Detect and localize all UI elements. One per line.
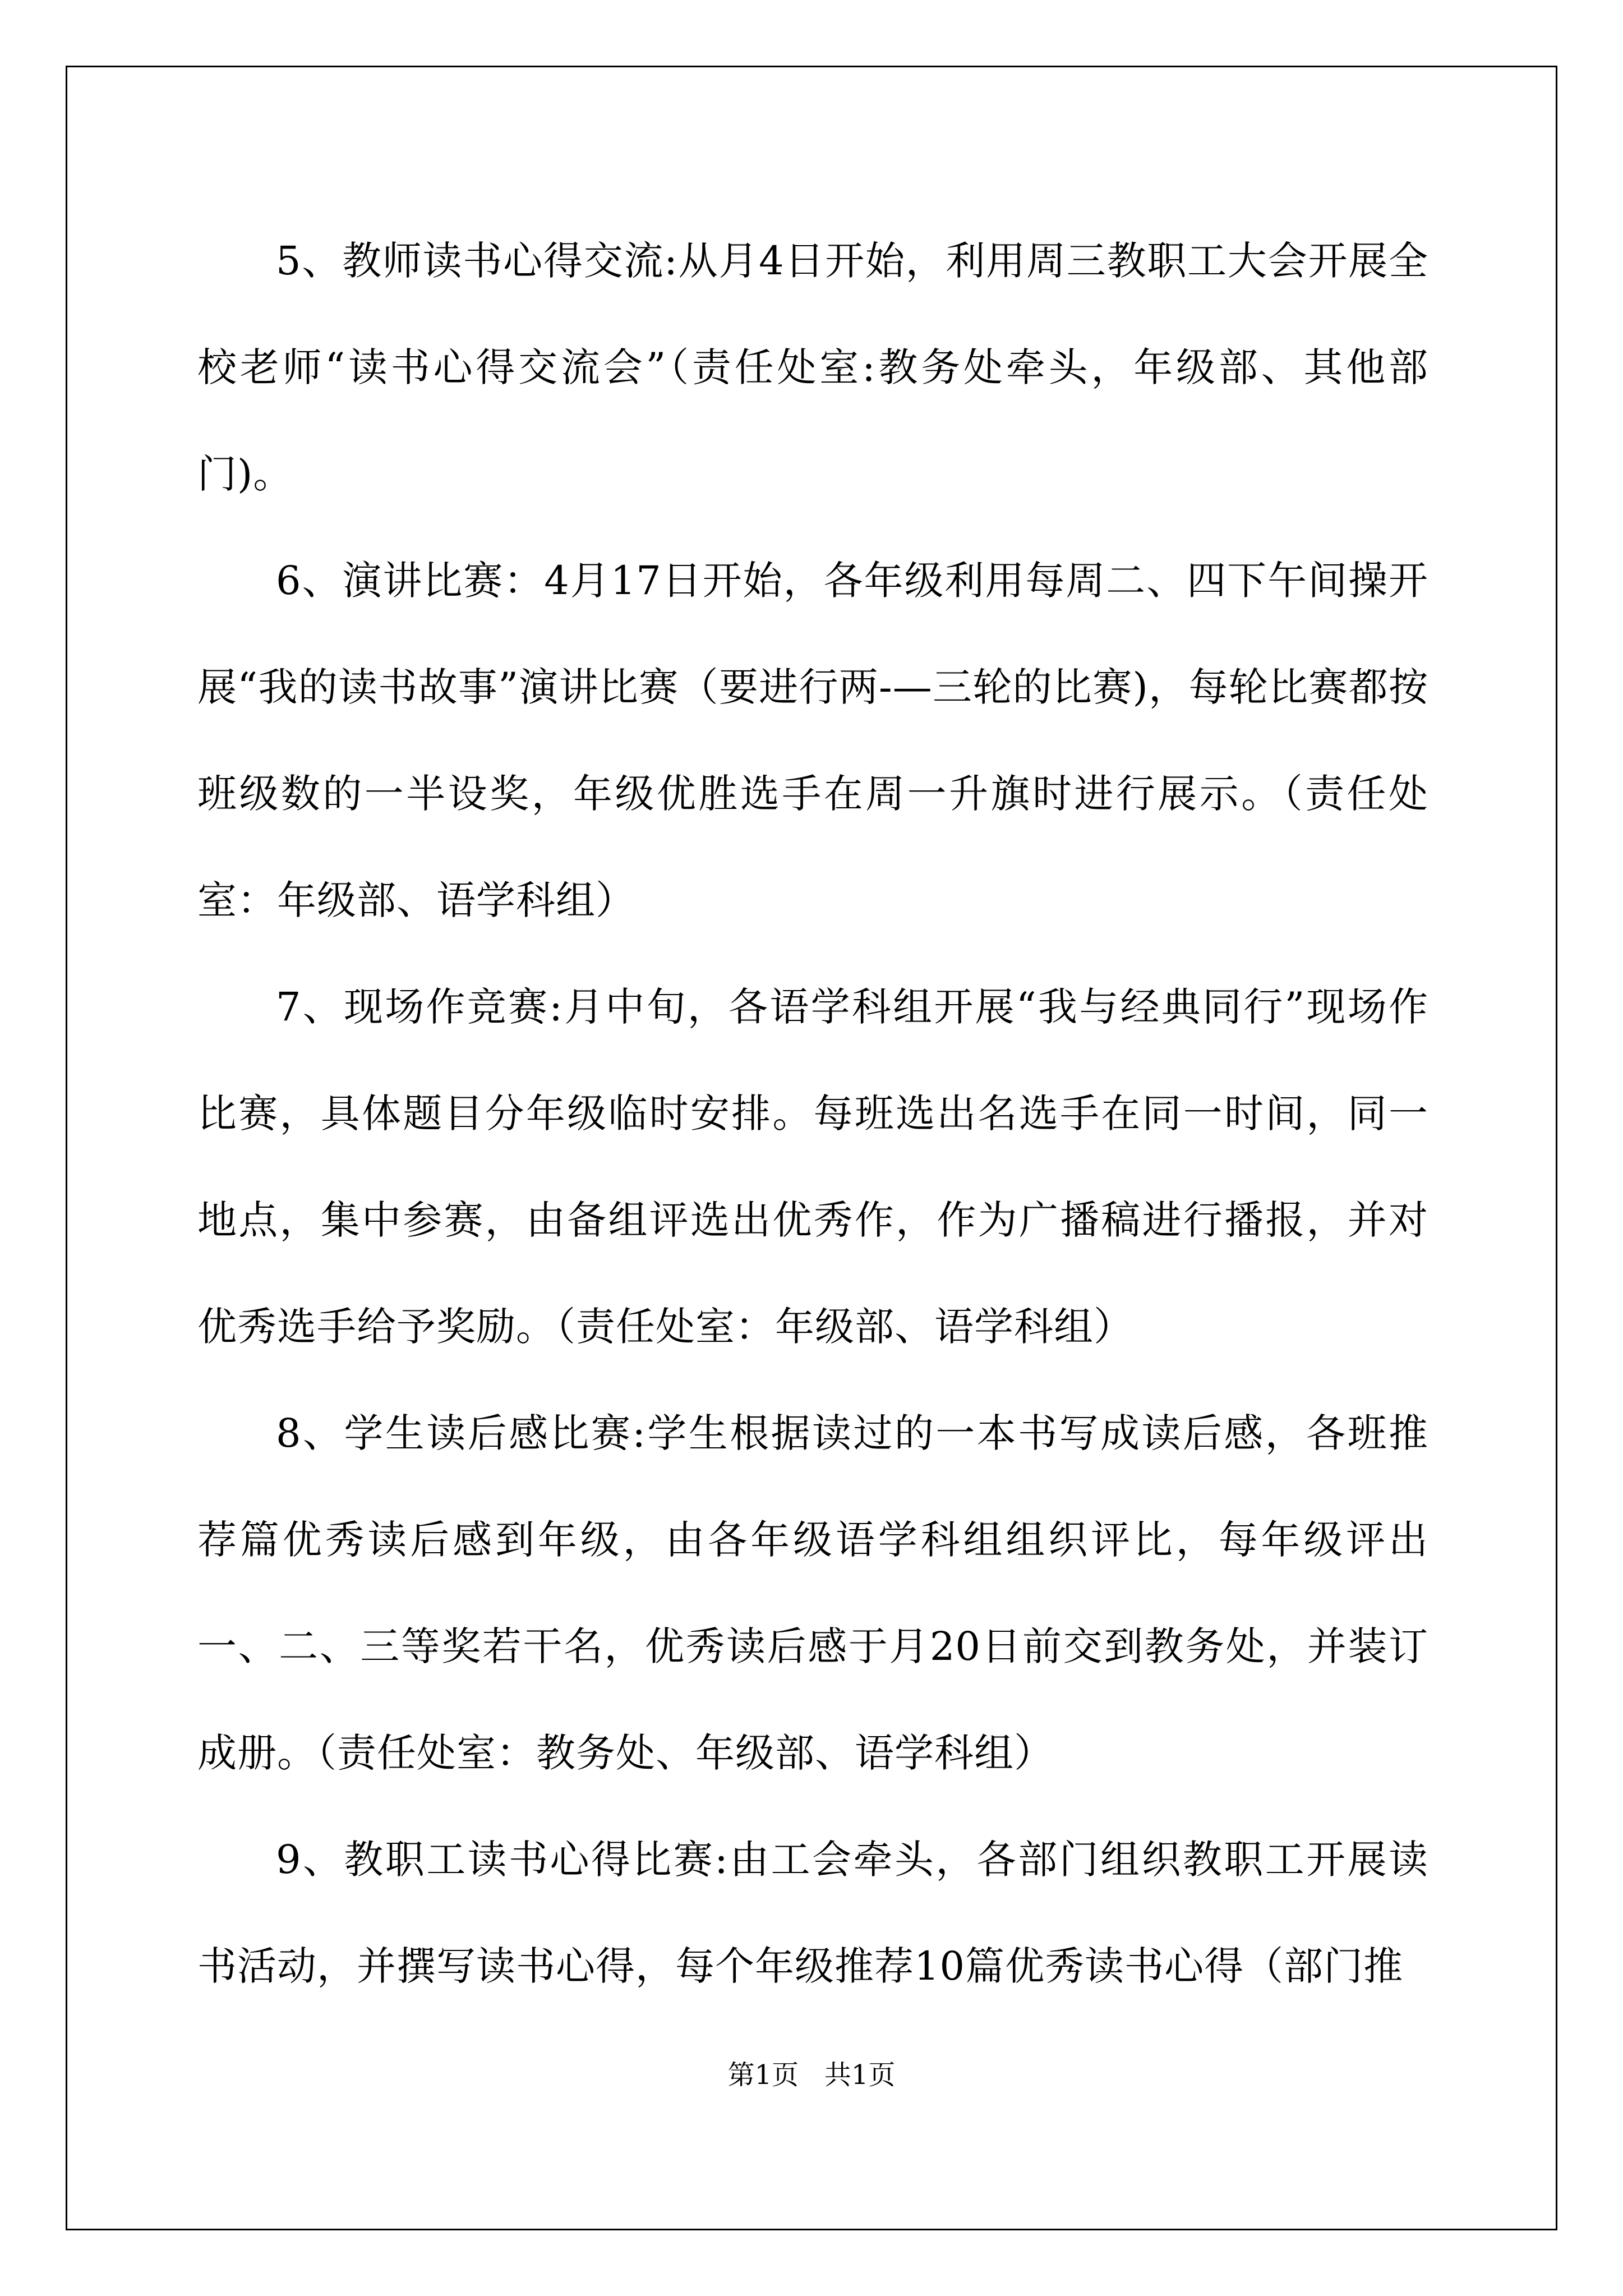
page-number-footer: 第1页 共1页 [727, 2059, 896, 2091]
paragraph-item-7: 7、现场作竞赛:月中旬，各语学科组开展“我与经典同行”现场作比赛，具体题目分年级临时安排。每班选出名选手在同一时间，同一地点，集中参赛，由备组评选出优秀作，作为广播稿进行播报，并对优秀选手给予奖励。（责任处室：年级部、语学科组） [197, 984, 1428, 1350]
paragraph-item-6: 6、演讲比赛：4月17日开始，各年级利用每周二、四下午间操开展“我的读书故事”演讲比赛（要进行两-—三轮的比赛)，每轮比赛都按班级数的一半设奖，年级优胜选手在周一升旗时进行展示。（责任处室：年级部、语学科组） [197, 558, 1428, 923]
paragraph-item-9: 9、教职工读书心得比赛:由工会牵头，各部门组织教职工开展读书活动，并撰写读书心得，每个年级推荐10篇优秀读书心得（部门推 [197, 1837, 1428, 1989]
paragraph-item-8: 8、学生读后感比赛:学生根据读过的一本书写成读后感，各班推荐篇优秀读后感到年级，由各年级语学科组组织评比，每年级评出一、二、三等奖若干名，优秀读后感于月20日前交到教务处，并装订成册。（责任处室：教务处、年级部、语学科组） [197, 1410, 1428, 1776]
document-body [197, 208, 1428, 2019]
paragraph-item-5: 5、教师读书心得交流:从月4日开始，利用周三教职工大会开展全校老师“读书心得交流会”（责任处室:教务处牵头，年级部、其他部门)。 [197, 238, 1428, 497]
